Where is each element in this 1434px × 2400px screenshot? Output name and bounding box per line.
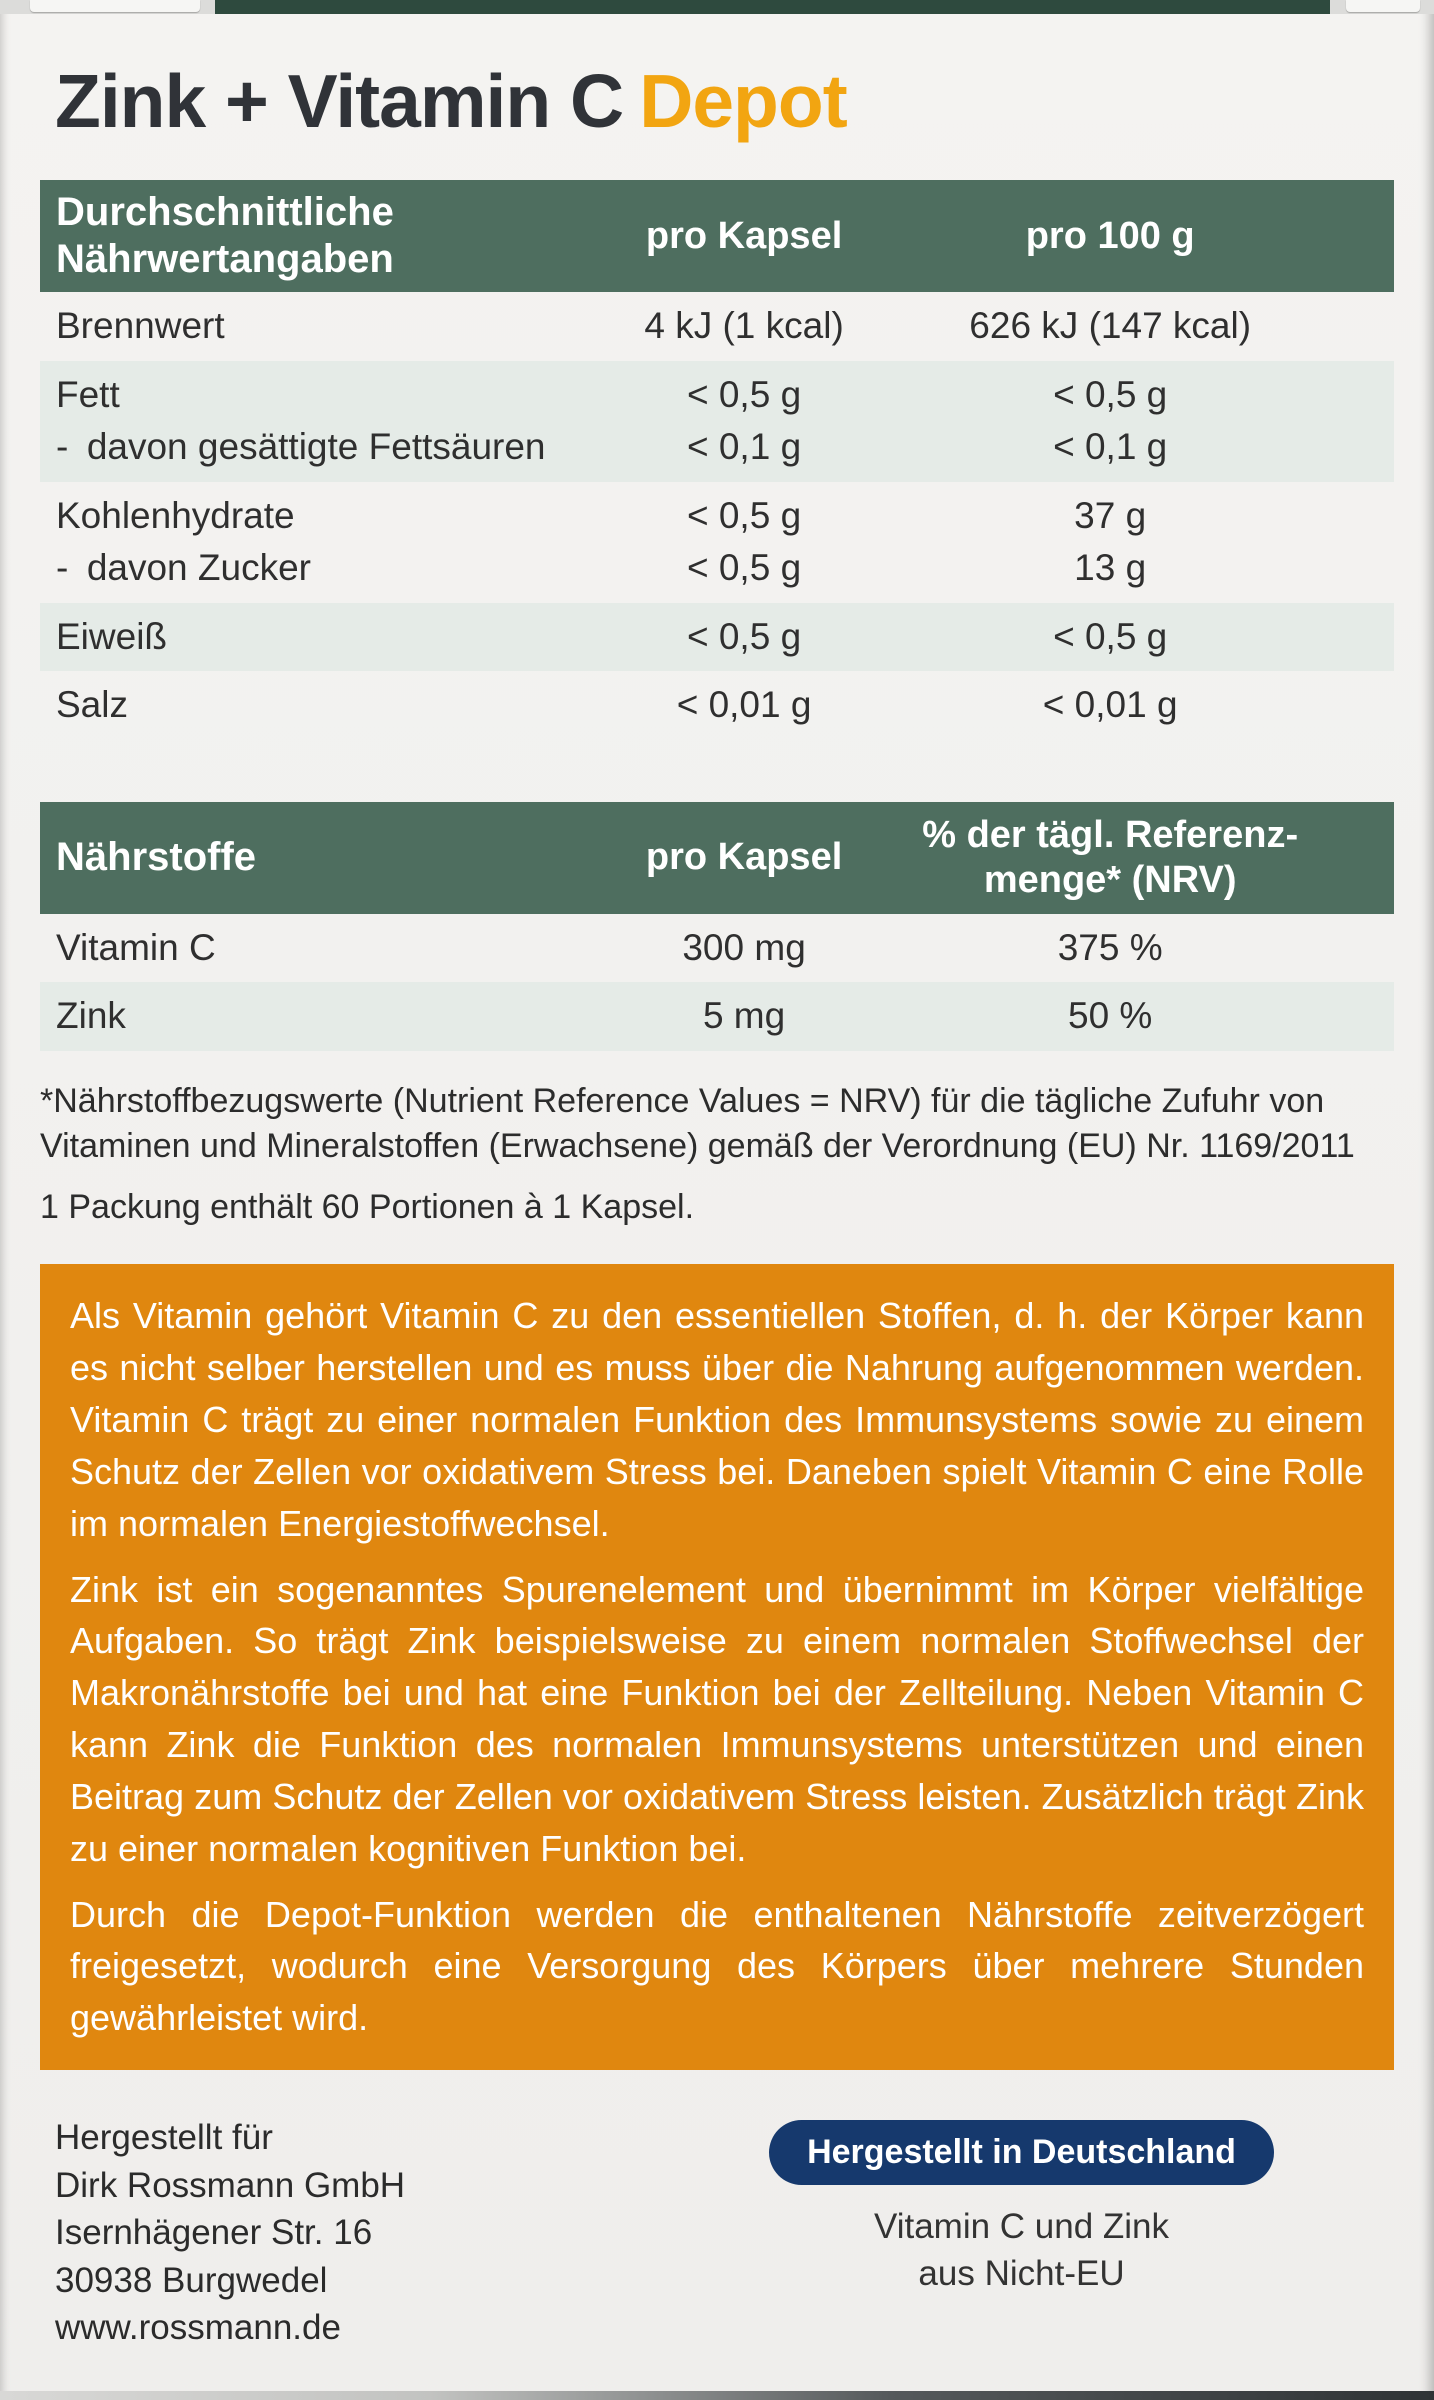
row-group-salt	[40, 671, 1394, 740]
row-group-vitamin-c	[40, 914, 1394, 983]
row-label: Zink	[56, 995, 126, 1037]
row-value-per-capsule: < 0,5 g	[686, 615, 802, 657]
row-value-per-capsule: < 0,1 g	[686, 426, 802, 468]
row-group-carbs	[40, 482, 1394, 603]
table-row	[40, 490, 1394, 543]
origin-line: aus Nicht-EU	[918, 2254, 1125, 2294]
row-label: Kohlenhydrate	[56, 494, 295, 536]
info-box	[40, 1264, 1394, 2070]
table-row	[40, 922, 1394, 975]
info-paragraph-zinc: Zink ist ein sogenanntes Spurenelement und übernimmt im Körper vielfältige Aufgaben. So trägt Zink beispielsweise zu einem normalen Stoffwechsel der Makronährstoffe bei und hat eine Funktion bei der Zellteilung. Neben Vitamin C kann Zink die Funktion des normalen Immunsystems unterstützen und einen Beitrag zum Schutz der Zellen vor oxidativem Stress leisten. Zusätzlich trägt Zink zu einer normalen kognitiven Funktion bei.	[70, 1568, 1364, 1869]
row-value-per-100g: < 0,1 g	[1053, 426, 1168, 468]
table-row	[40, 300, 1394, 353]
row-value-per-100g: 37 g	[1074, 494, 1147, 536]
row-value-per-capsule: 300 mg	[682, 926, 806, 968]
header-per-100g: pro 100 g	[1025, 214, 1195, 257]
row-value-nrv: 50 %	[1068, 995, 1153, 1037]
row-label: - davon gesättigte Fettsäuren	[56, 426, 546, 468]
origin-block	[664, 2114, 1379, 2352]
manufacturer-address	[55, 2114, 664, 2352]
nutrients-table-header	[40, 802, 1394, 914]
address-line: Dirk Rossmann GmbH	[55, 2165, 406, 2205]
header-nutrients: Nährstoffe	[56, 835, 257, 880]
row-value-per-100g: < 0,01 g	[1042, 684, 1178, 726]
nrv-footnote: *Nährstoffbezugswerte (Nutrient Reference Values = NRV) für die tägliche Zufuhr von Vitaminen und Mineralstoffen (Erwachsene) gemäß der Verordnung (EU) Nr. 1169/2011	[40, 1081, 1355, 1165]
row-label: - davon Zucker	[56, 547, 311, 589]
row-value-per-capsule: < 0,5 g	[686, 547, 802, 589]
footnotes	[40, 1079, 1394, 1231]
row-value-per-100g: 13 g	[1074, 547, 1147, 589]
row-group-zinc	[40, 982, 1394, 1051]
row-label: Brennwert	[56, 305, 225, 346]
row-value-per-capsule: < 0,01 g	[676, 684, 812, 726]
nutrition-table	[40, 180, 1394, 740]
row-label: Eiweiß	[56, 615, 168, 657]
row-value-per-100g: < 0,5 g	[1053, 615, 1168, 657]
made-in-germany-badge: Hergestellt in Deutschland	[769, 2120, 1274, 2185]
row-group-fat	[40, 361, 1394, 482]
table-row	[40, 421, 1394, 474]
header-nrv: % der tägl. Referenzmenge* (NRV)	[922, 813, 1299, 901]
info-paragraph-vitamin-c: Als Vitamin gehört Vitamin C zu den essentiellen Stoffen, d. h. der Körper kann es nicht selber herstellen und es muss über die Nahrung aufgenommen werden. Vitamin C trägt zu einer normalen Funktion des Immunsystems sowie zu einem Schutz der Zellen vor oxidativem Stress bei. Daneben spielt Vitamin C eine Rolle im normalen Energiestoffwechsel.	[70, 1295, 1364, 1544]
product-title-accent: Depot	[639, 59, 847, 143]
address-line: www.rossmann.de	[55, 2308, 341, 2348]
product-title-main: Zink + Vitamin C	[55, 59, 624, 143]
address-line: Hergestellt für	[55, 2118, 273, 2158]
row-value-per-100g: 626 kJ (147 kcal)	[969, 305, 1252, 346]
origin-line: Vitamin C und Zink	[873, 2207, 1170, 2247]
table-row	[40, 369, 1394, 422]
header-per-capsule: pro Kapsel	[645, 214, 843, 257]
nutrition-table-header	[40, 180, 1394, 292]
row-value-per-capsule: 5 mg	[702, 995, 786, 1037]
row-value-per-capsule: < 0,5 g	[686, 494, 802, 536]
table-spacer	[0, 740, 1434, 766]
table-row	[40, 542, 1394, 595]
table-row	[40, 990, 1394, 1043]
row-value-per-capsule: < 0,5 g	[686, 373, 802, 415]
address-line: 30938 Burgwedel	[55, 2260, 328, 2300]
row-group-protein	[40, 603, 1394, 672]
header-nutrition-facts: Durchschnittliche Nährwertangaben	[56, 190, 394, 281]
header-per-capsule: pro Kapsel	[645, 836, 843, 879]
row-label: Vitamin C	[56, 926, 216, 968]
row-group-energy	[40, 292, 1394, 361]
product-title	[55, 58, 1379, 144]
row-value-per-capsule: 4 kJ (1 kcal)	[644, 305, 844, 346]
address-line: Isernhägener Str. 16	[55, 2213, 373, 2253]
row-label: Fett	[56, 373, 120, 415]
footer	[55, 2114, 1379, 2352]
table-row	[40, 611, 1394, 664]
nutrients-table	[40, 802, 1394, 1051]
origin-note	[664, 2203, 1379, 2298]
row-value-nrv: 375 %	[1057, 926, 1163, 968]
info-paragraph-depot: Durch die Depot-Funktion werden die enthaltenen Nährstoffe zeitverzögert freigesetzt, wodurch eine Versorgung des Körpers über mehrere Stunden gewährleistet wird.	[70, 1893, 1364, 2039]
row-label: Salz	[56, 684, 128, 726]
table-row	[40, 679, 1394, 732]
servings-note: 1 Packung enthält 60 Portionen à 1 Kapsel.	[40, 1188, 695, 1227]
box-bottom-edge	[0, 2391, 1434, 2400]
row-value-per-100g: < 0,5 g	[1053, 373, 1168, 415]
